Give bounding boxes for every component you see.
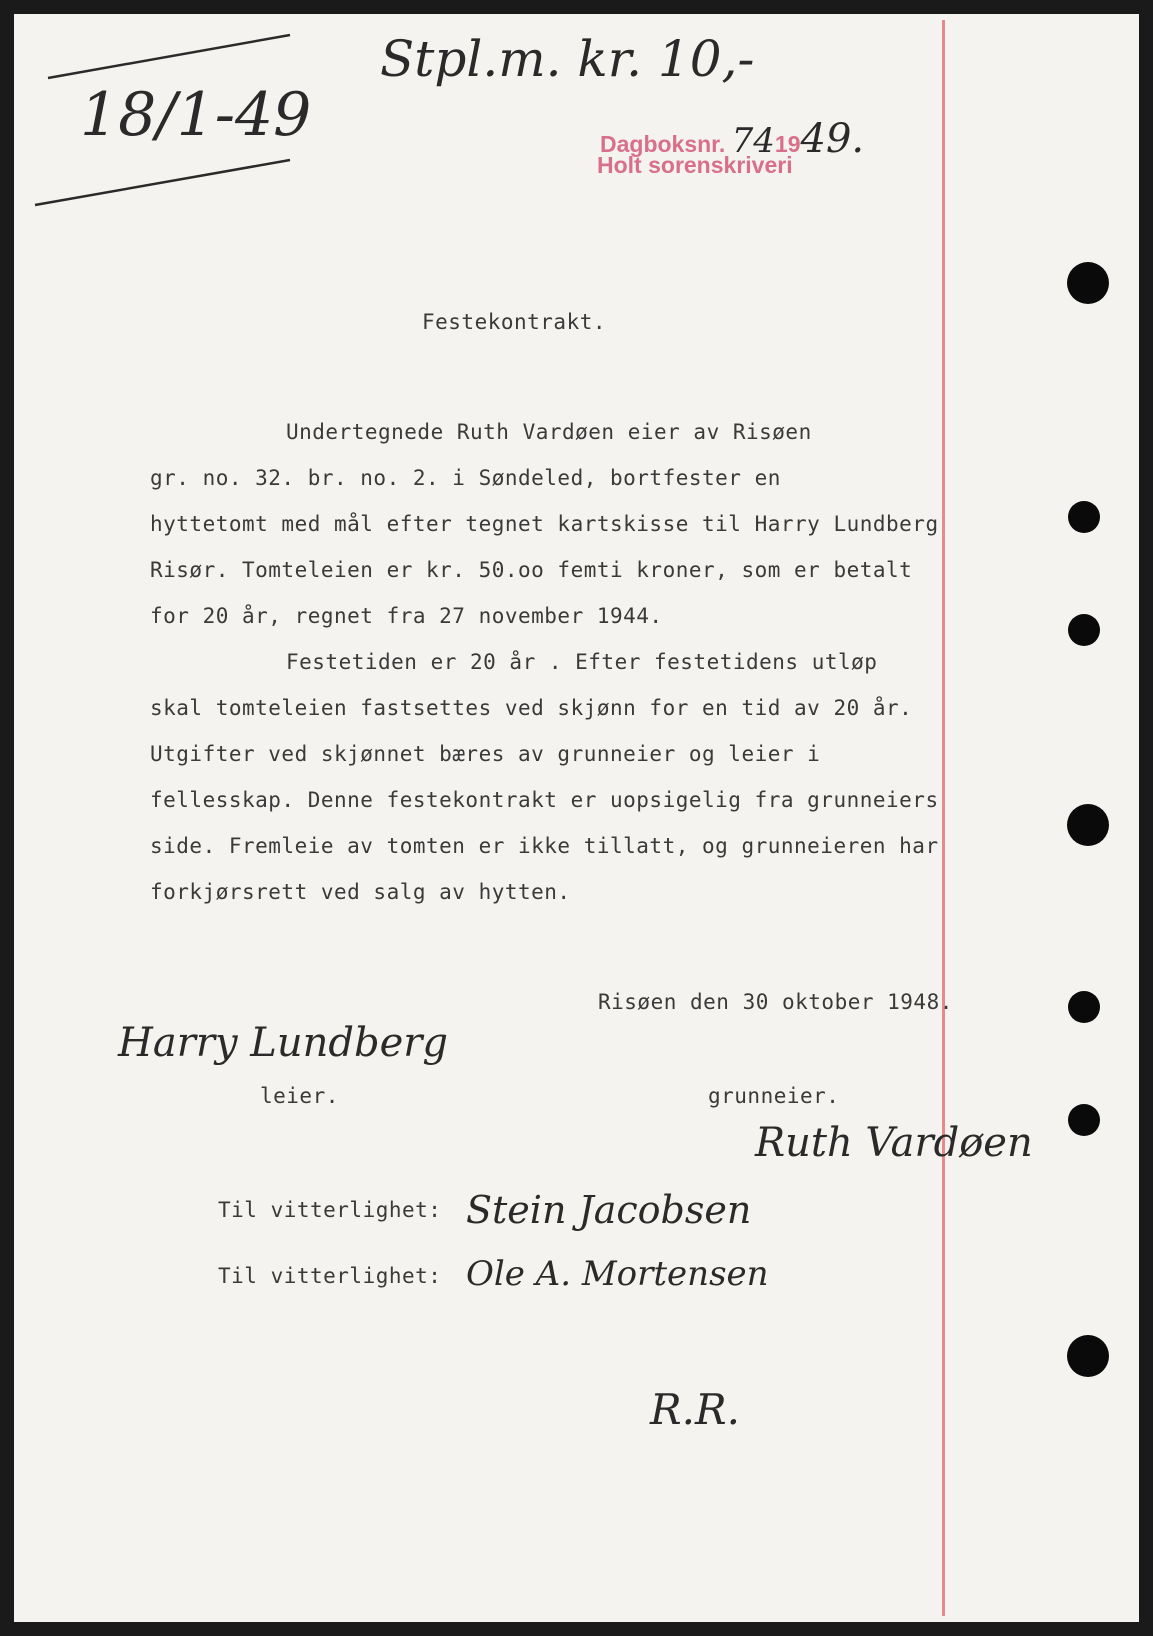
initials: R.R. [650,1385,740,1434]
witness-signature-2: Ole A. Mortensen [466,1254,769,1294]
date-note: 18/1-49 [80,80,312,150]
witness-label-2: Til vitterlighet: [218,1264,442,1288]
body-line-7: skal tomteleien fastsettes ved skjønn for en tid av 20 år. [150,696,913,720]
owner-signature: Ruth Vardøen [755,1120,1033,1166]
witness-label-1: Til vitterlighet: [218,1198,442,1222]
body-line-10: side. Fremleie av tomten er ikke tillatt, og grunneieren har [150,834,939,858]
stamp-year-hand: 49. [800,116,865,162]
body-line-8: Utgifter ved skjønnet bæres av grunneier og leier i [150,742,821,766]
body-line-1: Undertegnede Ruth Vardøen eier av Risøen [286,420,812,444]
body-line-9: fellesskap. Denne festekontrakt er uopsigelig fra grunneiers [150,788,939,812]
fee-note: Stpl.m. kr. 10,- [380,30,755,88]
stamp-year-prefix: 19 [774,131,801,157]
document-title: Festekontrakt. [422,310,607,334]
body-line-5: for 20 år, regnet fra 27 november 1944. [150,604,663,628]
place-date: Risøen den 30 oktober 1948. [598,990,953,1014]
body-line-3: hyttetomt med mål efter tegnet kartskisse til Harry Lundberg [150,512,939,536]
body-line-2: gr. no. 32. br. no. 2. i Søndeled, bortfester en [150,466,781,490]
body-line-4: Risør. Tomteleien er kr. 50.oo femti kroner, som er betalt [150,558,913,582]
stamp-number: 74 [731,121,775,161]
witness-signature-1: Stein Jacobsen [466,1188,752,1232]
lessee-signature: Harry Lundberg [118,1020,448,1066]
diary-stamp-line2: Holt sorenskriveri [597,152,793,178]
body-line-6: Festetiden er 20 år . Efter festetidens utløp [286,650,878,674]
lessee-label: leier. [260,1084,339,1108]
stamp-prefix: Dagboksnr. [600,131,726,157]
body-line-11: forkjørsrett ved salg av hytten. [150,880,571,904]
owner-label: grunneier. [708,1084,840,1108]
